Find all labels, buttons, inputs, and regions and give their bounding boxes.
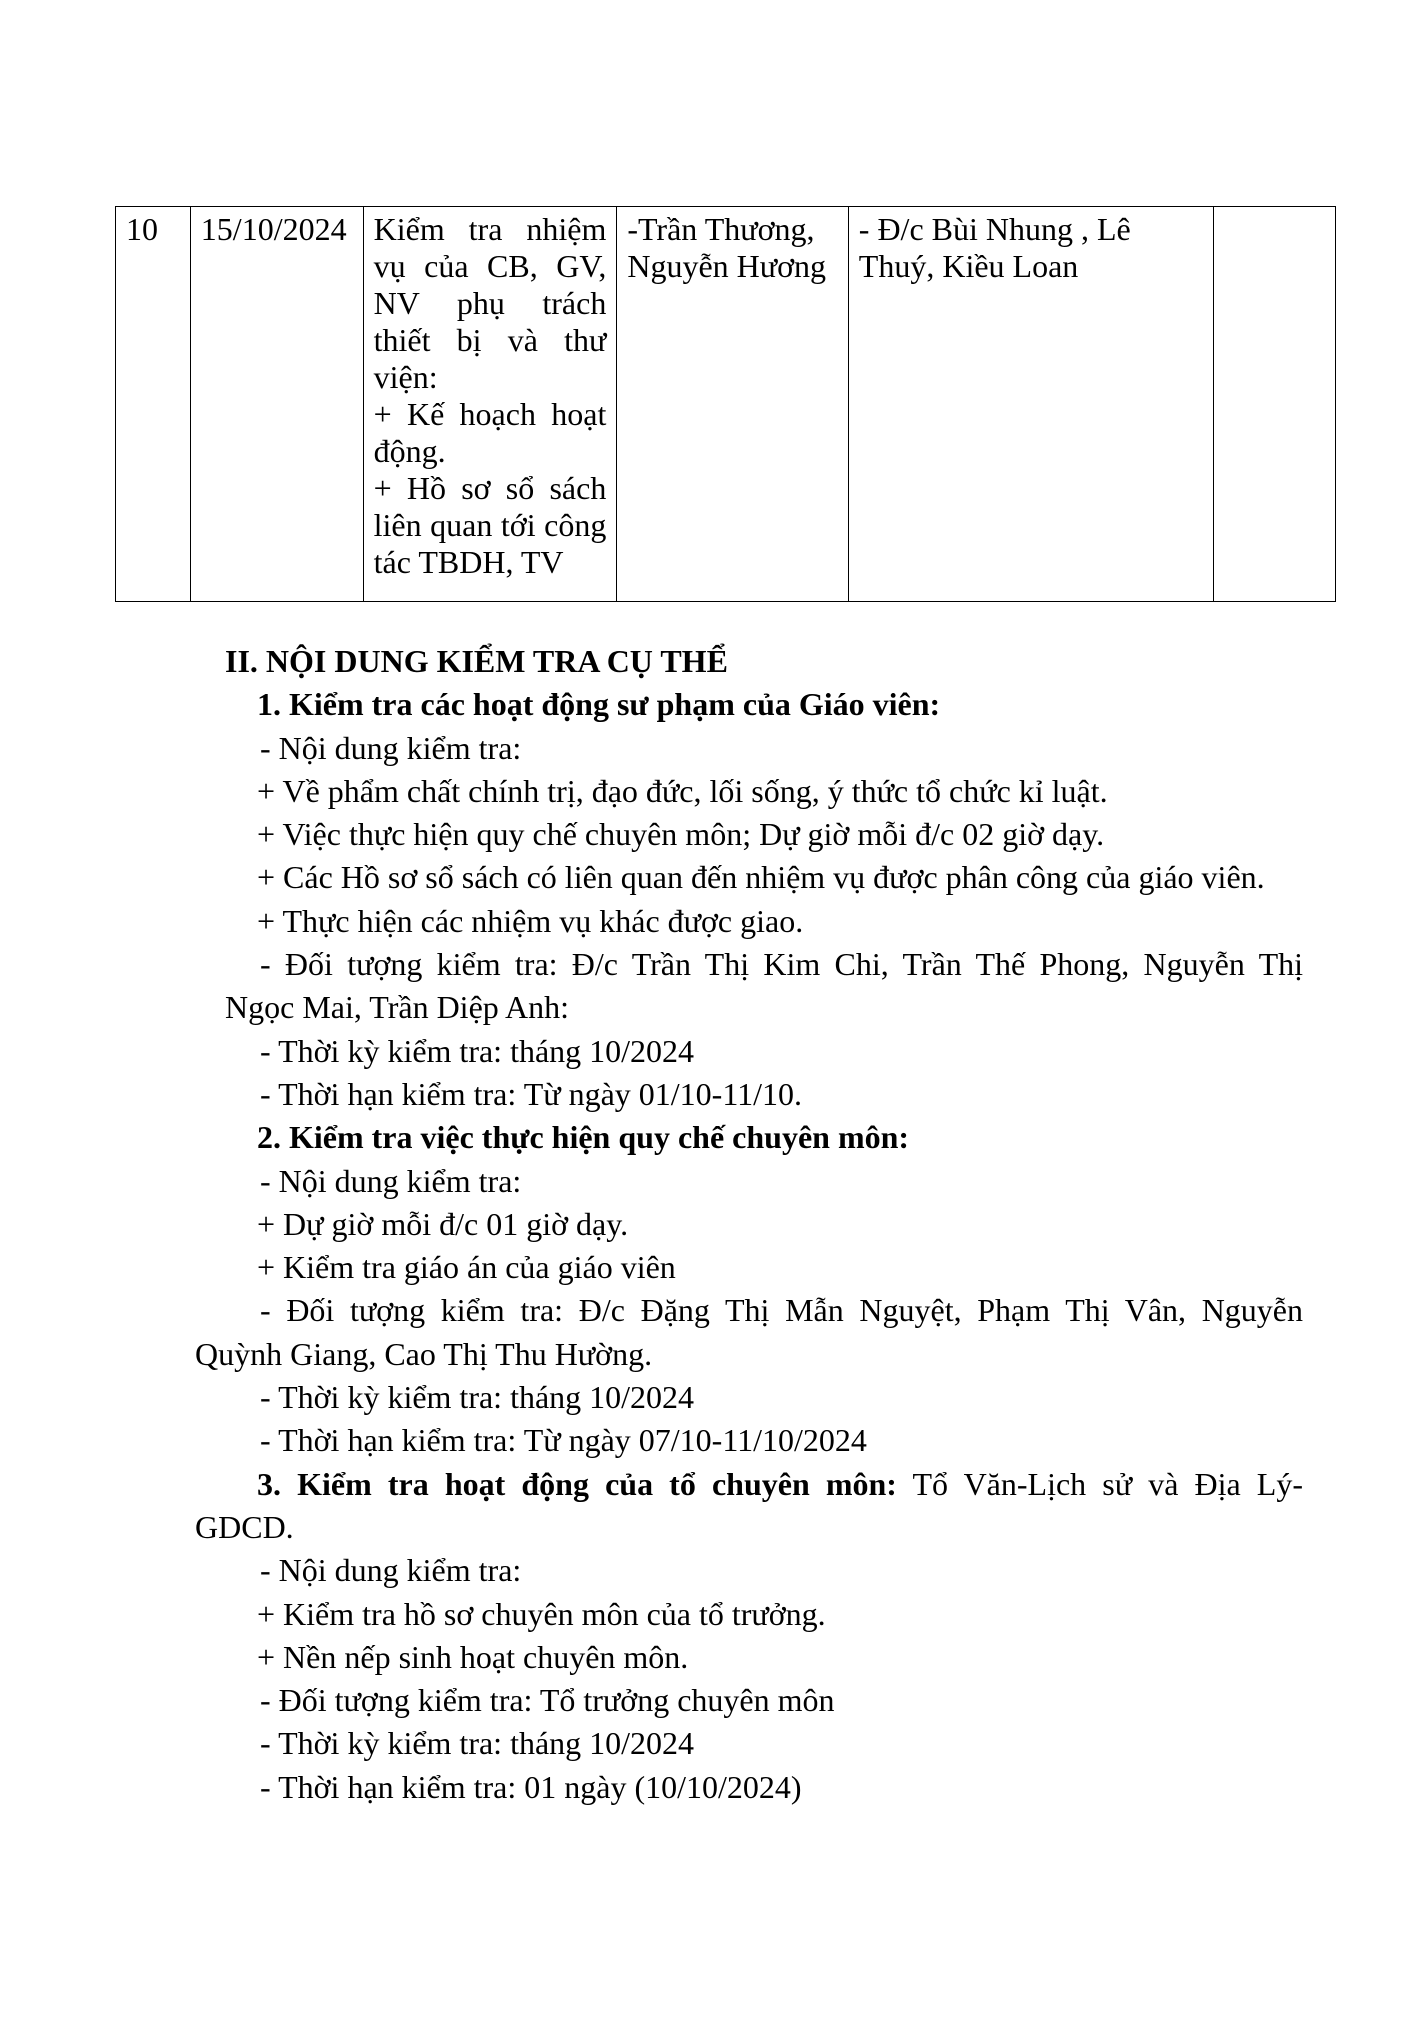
content-line: NV phụ trách (373, 285, 607, 321)
part1-deadline: - Thời hạn kiểm tra: Từ ngày 01/10-11/10. (260, 1075, 803, 1112)
content-line: + Hồ sơ sổ sách (373, 470, 607, 506)
section-title: II. NỘI DUNG KIỂM TRA CỤ THỂ (225, 643, 728, 679)
part3-line: - Thời hạn kiểm tra: 01 ngày (10/10/2024) (260, 1768, 802, 1805)
part1-object-line: - Đối tượng kiểm tra: Đ/c Trần Thị Kim Chi, Trần Thế Phong, Nguyễn Thị (260, 946, 1303, 983)
part3-heading: 3. Kiểm tra hoạt động của tổ chuyên môn: (257, 1465, 897, 1502)
part3-line: - Đối tượng kiểm tra: Tổ trưởng chuyên môn (260, 1682, 835, 1719)
part2-line: + Dự giờ mỗi đ/c 01 giờ dạy. (257, 1205, 629, 1242)
row-number: 10 (116, 207, 191, 602)
row-note (1213, 207, 1335, 602)
content-line: tác TBDH, TV (373, 544, 564, 580)
part3-heading-cont: GDCD. (195, 1508, 294, 1545)
part2-period: - Thời kỳ kiểm tra: tháng 10/2024 (260, 1379, 695, 1416)
part3-heading-rest: Tổ Văn-Lịch sử và Địa Lý- (896, 1465, 1304, 1502)
part1-line: + Việc thực hiện quy chế chuyên môn; Dự giờ mỗi đ/c 02 giờ dạy. (257, 816, 1105, 853)
part2-line: - Nội dung kiểm tra: (260, 1162, 522, 1199)
part3-line: + Nền nếp sinh hoạt chuyên môn. (257, 1638, 689, 1675)
part3-line: + Kiểm tra hồ sơ chuyên môn của tổ trưởng. (257, 1595, 826, 1632)
row-responsible: -Trần Thương, Nguyễn Hương (617, 207, 848, 602)
inspection-content-section (195, 640, 1303, 1809)
inspection-schedule-table (115, 206, 1336, 602)
content-line: + Kế hoạch hoạt (373, 396, 607, 432)
part2-heading: 2. Kiểm tra việc thực hiện quy chế chuyên môn: (257, 1119, 910, 1156)
content-line: vụ của CB, GV, (373, 248, 607, 284)
part1-line: + Về phẩm chất chính trị, đạo đức, lối sống, ý thức tổ chức kỉ luật. (257, 772, 1108, 809)
part1-heading: 1. Kiểm tra các hoạt động sư phạm của Giáo viên: (257, 686, 941, 723)
row-objects: - Đ/c Bùi Nhung , Lê Thuý, Kiều Loan (848, 207, 1213, 602)
row-date: 15/10/2024 (190, 207, 363, 602)
part3-line: - Nội dung kiểm tra: (260, 1552, 522, 1589)
part2-object-line: - Đối tượng kiểm tra: Đ/c Đặng Thị Mẫn Nguyệt, Phạm Thị Vân, Nguyễn (260, 1292, 1303, 1329)
content-line: Kiểm tra nhiệm (373, 211, 607, 247)
part2-deadline: - Thời hạn kiểm tra: Từ ngày 07/10-11/10/2024 (260, 1422, 867, 1459)
part2-line: + Kiểm tra giáo án của giáo viên (257, 1249, 676, 1286)
table-row (116, 207, 1336, 602)
content-line: động. (373, 433, 446, 469)
part1-line: + Các Hồ sơ sổ sách có liên quan đến nhiệm vụ được phân công của giáo viên. (257, 859, 1265, 896)
content-line: viện: (373, 359, 438, 395)
part1-object-cont: Ngọc Mai, Trần Diệp Anh: (225, 989, 569, 1026)
part3-heading-line (195, 1463, 1303, 1506)
part3-line: - Thời kỳ kiểm tra: tháng 10/2024 (260, 1725, 695, 1762)
part2-object-cont: Quỳnh Giang, Cao Thị Thu Hường. (195, 1335, 653, 1372)
content-line: thiết bị và thư (373, 322, 607, 358)
part1-line: - Nội dung kiểm tra: (260, 729, 522, 766)
part1-line: + Thực hiện các nhiệm vụ khác được giao. (257, 902, 804, 939)
content-line: liên quan tới công (373, 507, 607, 543)
row-content (363, 207, 617, 602)
part1-period: - Thời kỳ kiểm tra: tháng 10/2024 (260, 1032, 695, 1069)
